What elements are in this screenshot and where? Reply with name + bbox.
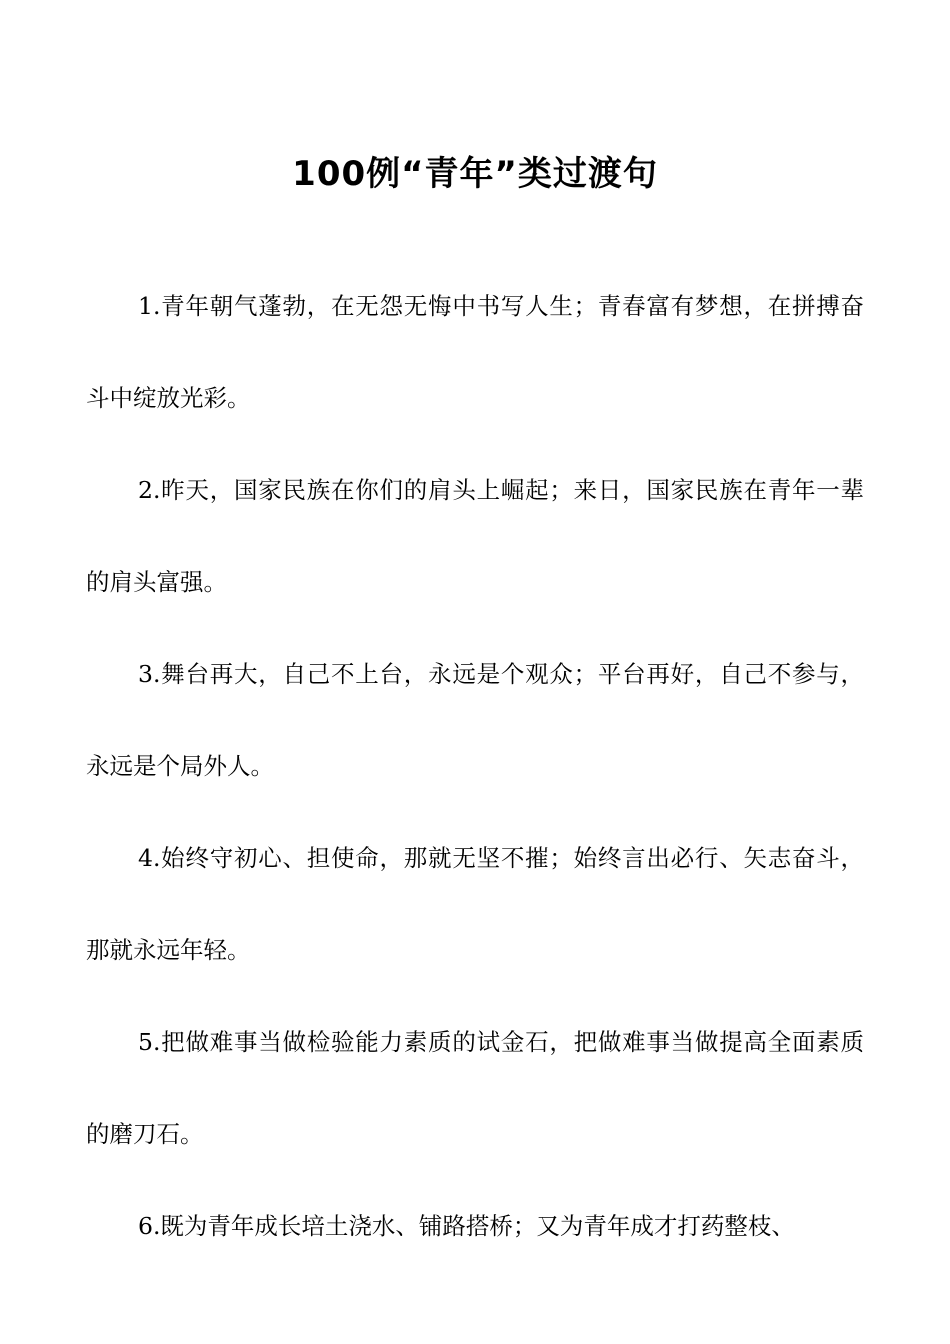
paragraph-number: 2. <box>138 476 161 504</box>
paragraph-3 <box>86 628 864 812</box>
paragraph-number: 4. <box>138 844 161 872</box>
paragraph-number: 6. <box>138 1212 161 1240</box>
paragraph-1 <box>86 260 864 444</box>
paragraph-text: 把做难事当做检验能力素质的试金石，把做难事当做提高全面素质的磨刀石。 <box>86 1028 864 1148</box>
document-title: 100例“青年”类过渡句 <box>292 154 658 194</box>
paragraph-5 <box>86 996 864 1180</box>
paragraph-number: 5. <box>138 1028 161 1056</box>
paragraph-text: 始终守初心、担使命，那就无坚不摧；始终言出必行、矢志奋斗，那就永远年轻。 <box>86 844 864 964</box>
paragraph-number: 3. <box>138 660 161 688</box>
paragraph-text: 青年朝气蓬勃，在无怨无悔中书写人生；青春富有梦想，在拼搏奋斗中绽放光彩。 <box>86 292 864 412</box>
paragraph-number: 1. <box>138 292 161 320</box>
paragraph-2 <box>86 444 864 628</box>
paragraph-text: 舞台再大，自己不上台，永远是个观众；平台再好，自己不参与，永远是个局外人。 <box>86 660 864 780</box>
document-body <box>86 260 864 1272</box>
paragraph-6 <box>86 1180 864 1272</box>
paragraph-text: 昨天，国家民族在你们的肩头上崛起；来日，国家民族在青年一辈的肩头富强。 <box>86 476 864 596</box>
paragraph-text: 既为青年成长培土浇水、铺路搭桥；又为青年成才打药整枝、 <box>160 1212 795 1240</box>
paragraph-4 <box>86 812 864 996</box>
